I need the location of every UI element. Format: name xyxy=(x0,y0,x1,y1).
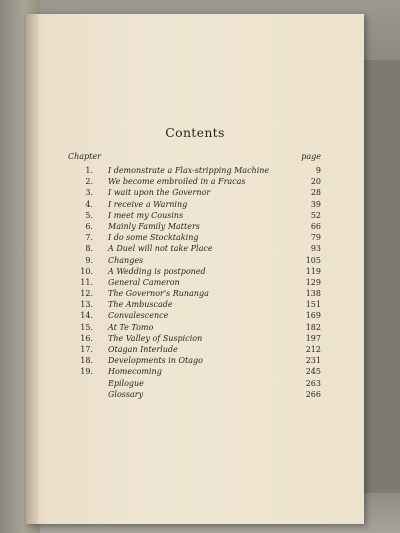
page-number: 245 xyxy=(305,367,321,377)
chapter-number: 3. xyxy=(85,188,93,198)
chapter-title: At Te Tomo xyxy=(108,322,154,332)
page-number: 66 xyxy=(310,221,321,231)
toc-entry xyxy=(0,378,400,389)
page-number: 182 xyxy=(305,322,321,332)
chapter-title: I receive a Warning xyxy=(108,199,188,209)
toc-entry xyxy=(0,243,400,254)
page-number: 169 xyxy=(305,311,321,321)
chapter-number: 2. xyxy=(85,177,93,187)
toc-entry xyxy=(0,389,400,400)
page-number: 119 xyxy=(305,266,321,276)
chapter-title: Mainly Family Matters xyxy=(108,221,200,231)
toc-entry xyxy=(0,199,400,210)
page-number: 263 xyxy=(305,378,321,388)
chapter-title: The Valley of Suspicion xyxy=(108,333,203,343)
chapter-title: Developments in Otago xyxy=(108,356,203,366)
toc-entry xyxy=(0,277,400,288)
chapter-title: I meet my Cousins xyxy=(108,210,184,220)
chapter-number: 9. xyxy=(85,255,93,265)
toc-entry xyxy=(0,299,400,310)
toc-entry xyxy=(0,344,400,355)
chapter-title: I do some Stocktaking xyxy=(108,233,199,243)
chapter-number: 19. xyxy=(80,367,93,377)
chapter-title: Glossary xyxy=(108,389,144,399)
page-number: 129 xyxy=(305,277,321,287)
chapter-title: I demonstrate a Flax-stripping Machine xyxy=(108,166,270,175)
toc-entry xyxy=(0,266,400,277)
toc-entry xyxy=(0,310,400,321)
chapter-title: Epilogue xyxy=(108,378,144,388)
chapter-number: 12. xyxy=(80,289,93,299)
page-number: 9 xyxy=(315,166,321,175)
chapter-title: Convalescence xyxy=(108,311,169,321)
chapter-number: 18. xyxy=(80,356,93,366)
chapter-number: 14. xyxy=(80,311,93,321)
chapter-number: 10. xyxy=(80,266,93,276)
toc-entry xyxy=(0,232,400,243)
chapter-number: 16. xyxy=(80,333,93,343)
chapter-title: Changes xyxy=(108,255,144,265)
toc-entry xyxy=(0,221,400,232)
chapter-title: We become embroiled in a Fracas xyxy=(108,177,246,187)
toc-entry xyxy=(0,165,400,176)
chapter-number: 17. xyxy=(80,345,93,354)
chapter-title: A Wedding is postponed xyxy=(108,266,206,276)
page-number: 197 xyxy=(305,333,321,343)
page-number: 79 xyxy=(310,233,321,243)
page-number: 266 xyxy=(305,389,321,399)
chapter-number: 1. xyxy=(85,166,93,175)
toc-entry xyxy=(0,366,400,377)
toc-entry xyxy=(0,210,400,221)
chapter-title: I wait upon the Governor xyxy=(108,188,211,198)
page-number: 231 xyxy=(305,356,321,366)
toc-entry xyxy=(0,355,400,366)
chapter-number: 13. xyxy=(80,300,93,310)
chapter-title: The Ambuscade xyxy=(108,300,173,310)
chapter-title: Homecoming xyxy=(108,367,162,377)
chapter-number: 11. xyxy=(80,277,93,287)
page-number: 28 xyxy=(310,188,321,198)
page-number: 212 xyxy=(305,345,321,354)
page-number: 138 xyxy=(305,289,321,299)
page-number: 20 xyxy=(310,177,321,187)
toc-entry xyxy=(0,255,400,266)
page-number: 39 xyxy=(310,199,321,209)
chapter-title: Otagan Interlude xyxy=(108,345,178,354)
chapter-number: 6. xyxy=(85,221,93,231)
toc-entry xyxy=(0,288,400,299)
chapter-title: The Governor's Runanga xyxy=(108,289,209,299)
chapter-column-header: Chapter xyxy=(68,152,101,161)
chapter-number: 4. xyxy=(85,199,93,209)
chapter-number: 7. xyxy=(85,233,93,243)
page-column-header: page xyxy=(301,152,321,161)
page-number: 52 xyxy=(310,210,321,220)
chapter-number: 5. xyxy=(85,210,93,220)
page-number: 93 xyxy=(310,244,321,254)
table-of-contents xyxy=(0,165,400,400)
chapter-title: A Duel will not take Place xyxy=(108,244,213,254)
toc-entry xyxy=(0,333,400,344)
toc-entry xyxy=(0,322,400,333)
page-number: 151 xyxy=(305,300,321,310)
chapter-title: General Cameron xyxy=(108,277,180,287)
toc-entry xyxy=(0,187,400,198)
chapter-number: 8. xyxy=(85,244,93,254)
page-number: 105 xyxy=(305,255,321,265)
toc-entry xyxy=(0,176,400,187)
chapter-number: 15. xyxy=(80,322,93,332)
page-title: Contents xyxy=(165,125,225,140)
